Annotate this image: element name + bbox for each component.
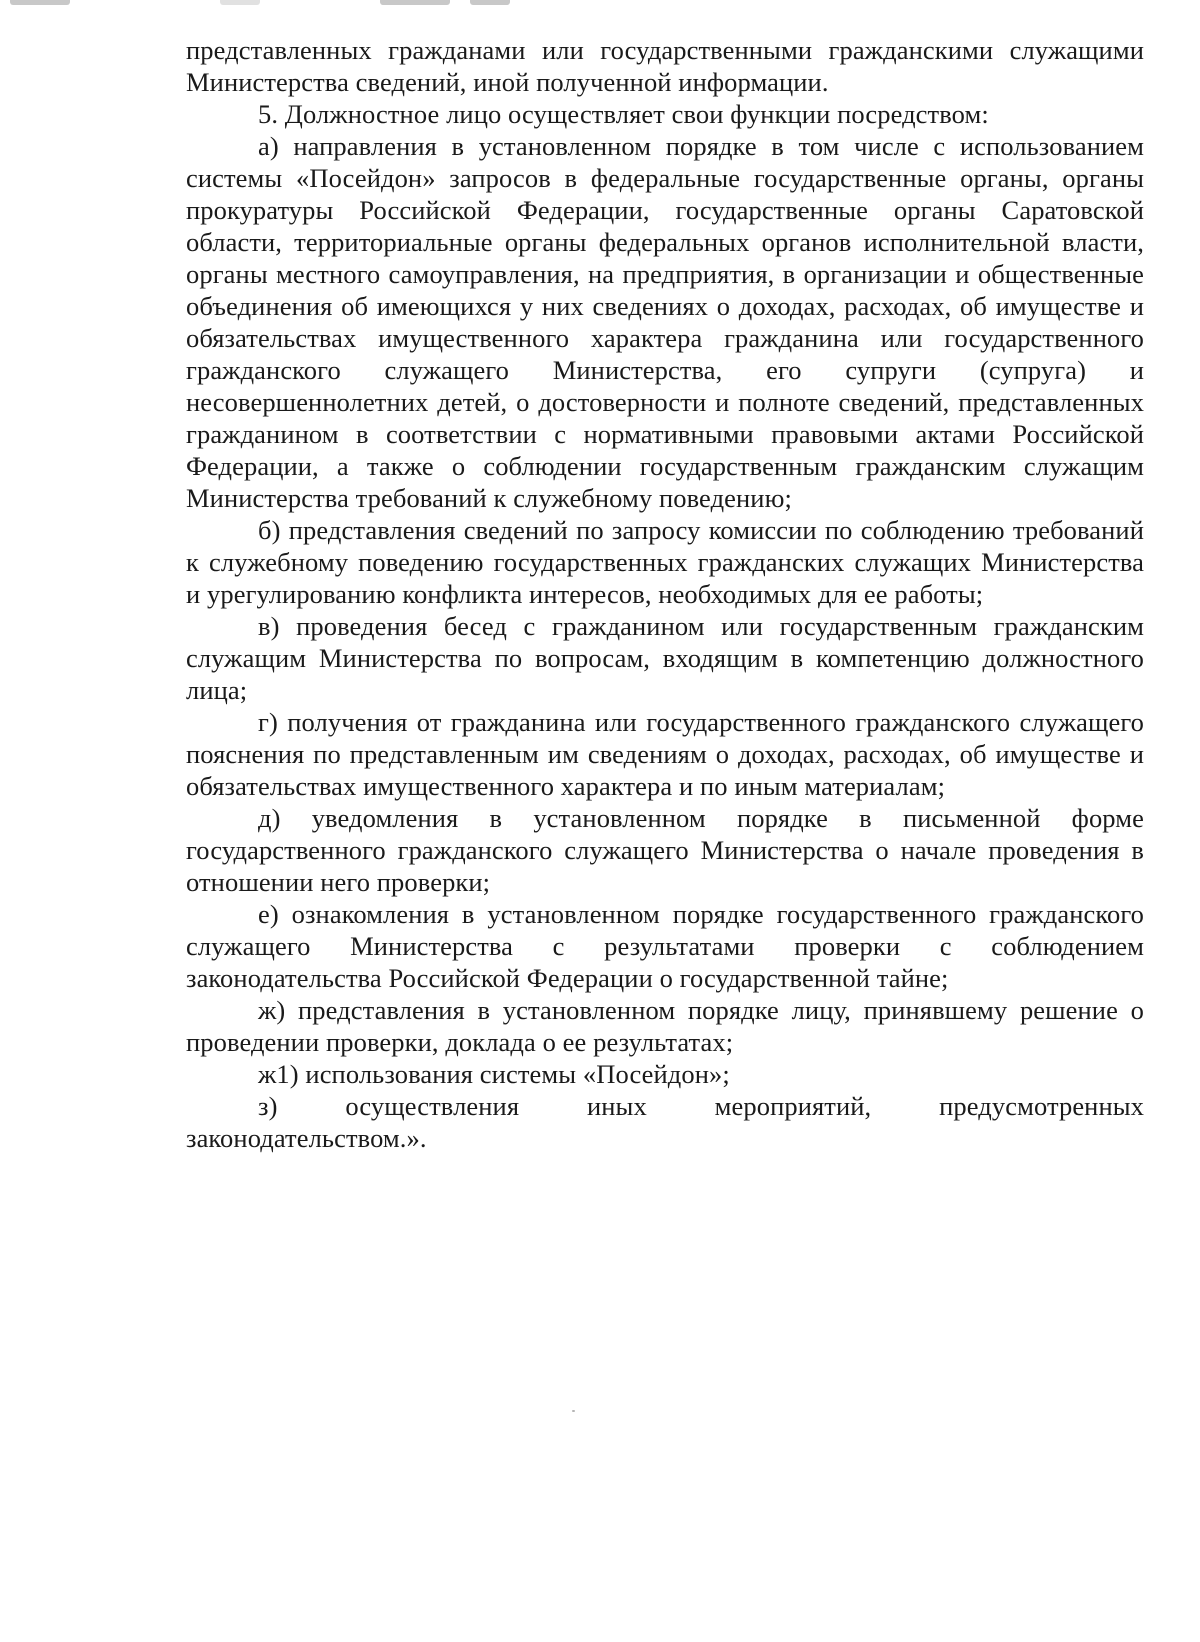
paragraph-continuation: представленных гражданами или государственными гражданскими служащими Министерства сведений, иной полученной информации. (186, 35, 1144, 97)
paragraph-item-5: 5. Должностное лицо осуществляет свои функции посредством: (258, 99, 989, 129)
paragraph-subitem-d: д) уведомления в установленном порядке в письменной форме государственного гражданского служащего Министерства о начале проведения в отношении него проверки; (186, 803, 1144, 897)
scan-artifact (10, 0, 70, 5)
scan-artifact (470, 0, 510, 5)
paragraph-subitem-a: а) направления в установленном порядке в том числе с использованием системы «Посейдон» запросов в федеральные государственные органы, органы прокуратуры Российской Федерации, государственные органы Саратовской области, территориальные органы федеральных органов исполнительной власти, органы местного самоуправления, на предприятия, в организации и общественные объединения об имеющихся у них сведениях о доходах, расходах, об имуществе и обязательствах имущественного характера гражданина или государственного гражданского служащего Министерства, его супруги (супруга) и несовершеннолетних детей, о достоверности и полноте сведений, представленных гражданином в соответствии с нормативными правовыми актами Российской Федерации, а также о соблюдении государственным гражданским служащим Министерства требований к служебному поведению; (186, 131, 1144, 513)
paragraph-subitem-e: е) ознакомления в установленном порядке государственного гражданского служащего Министерства с результатами проверки с соблюдением законодательства Российской Федерации о государственной тайне; (186, 899, 1144, 993)
scan-speck (572, 1410, 575, 1412)
paragraph-subitem-z: з) осуществления иных мероприятий, предусмотренных законодательством.». (186, 1091, 1144, 1153)
paragraph-subitem-v: в) проведения бесед с гражданином или государственным гражданским служащим Министерства по вопросам, входящим в компетенцию должностного лица; (186, 611, 1144, 705)
document-body (186, 34, 1144, 1154)
paragraph-subitem-b: б) представления сведений по запросу комиссии по соблюдению требований к служебному поведению государственных гражданских служащих Министерства и урегулированию конфликта интересов, необходимых для ее работы; (186, 515, 1144, 609)
paragraph-subitem-g: г) получения от гражданина или государственного гражданского служащего пояснения по представленным им сведениям о доходах, расходах, об имуществе и обязательствах имущественного характера и по иным материалам; (186, 707, 1144, 801)
paragraph-subitem-zh1: ж1) использования системы «Посейдон»; (258, 1059, 730, 1089)
paragraph-subitem-zh: ж) представления в установленном порядке лицу, принявшему решение о проведении проверки, доклада о ее результатах; (186, 995, 1144, 1057)
scan-artifact (380, 0, 450, 5)
scan-artifact (220, 0, 260, 5)
